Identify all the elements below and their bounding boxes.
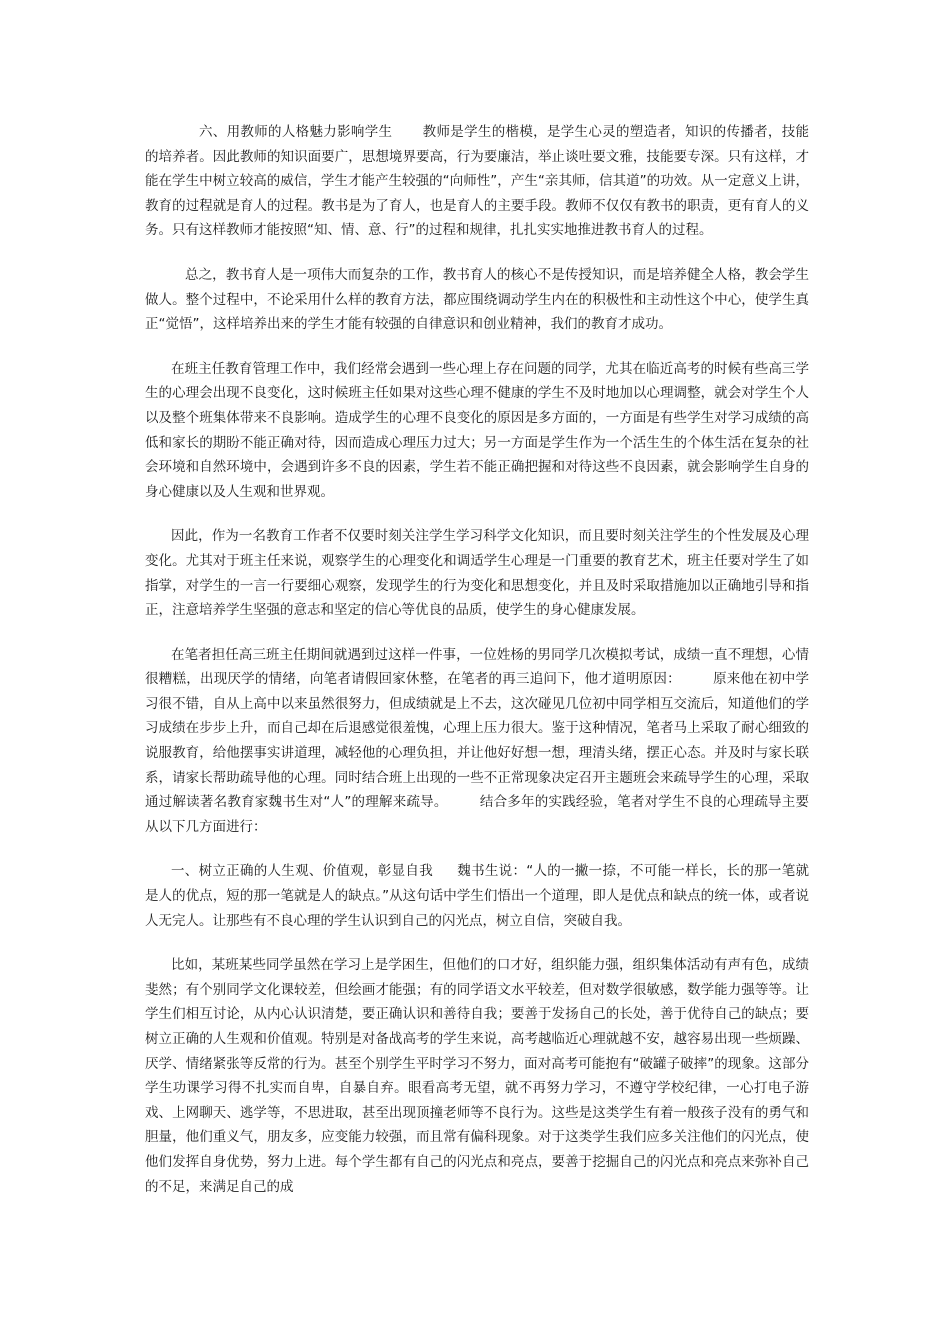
paragraph-text: 在班主任教育管理工作中，我们经常会遇到一些心理上存在问题的同学，尤其在临近高考的时候有些高三学生的心理会出现不良变化，这时候班主任如果对这些心理不健康的学生不及时地加以心理调整，就会对学生个人以及整个班集体带来不良影响。造成学生的心理不良变化的原因是多方面的，一方面是有些学生对学习成绩的高低和家长的期盼不能正确对待，因而造成心理压力过大；另一方面是学生作为一个活生生的个体生活在复杂的社会环境和自然环境中，会遇到许多不良的因素，学生若不能正确把握和对待这些不良因素，就会影响学生自身的身心健康以及人生观和世界观。 <box>145 360 809 500</box>
paragraph-example <box>145 953 809 1199</box>
paragraph-case-study <box>145 643 809 840</box>
paragraph-text: 原来他在初中学习很不错，自从上高中以来虽然很努力，但成绩就是上不去，这次碰见几位初中同学相互交流后，知道他们的学习成绩在步步上升，而自己却在后退感觉很羞愧，心理上压力很大。鉴于这种情况，笔者马上采取了耐心细致的说服教育，给他摆事实讲道理，减轻他的心理负担，并让他好好想一想，理清头绪，摆正心态。并及时与家长联系，请家长帮助疏导他的心理。同时结合班上出现的一些不正常现象决定召开主题班会来疏导学生的心理，采取通过解读著名教育家魏书生对“人”的理解来疏导。 <box>145 671 810 811</box>
paragraph-text: 教师是学生的楷模，是学生心灵的塑造者，知识的传播者，技能的培养者。因此教师的知识面要广，思想境界要高，行为要廉洁，举止谈吐要文雅，技能要专深。只有这样，才能在学生中树立较高的威信，学生才能产生较强的“向师性”，产生“亲其师，信其道”的功效。从一定意义上讲，教育的过程就是育人的过程。教书是为了育人，也是育人的主要手段。教师不仅仅有教书的职责，更有育人的义务。只有这样教师才能按照“知、情、意、行”的过程和规律，扎扎实实地推进教书育人的过程。 <box>145 124 810 239</box>
paragraph-text: 总之，教书育人是一项伟大而复杂的工作，教书育人的核心不是传授知识，而是培养健全人格，教会学生做人。整个过程中，不论采用什么样的教育方法，都应围绕调动学生内在的积极性和主动性这个中心，使学生真正“觉悟”，这样培养出来的学生才能有较强的自律意识和创业精神，我们的教育才成功。 <box>145 266 809 333</box>
paragraph-text: 在笔者担任高三班主任期间就遇到过这样一件事，一位姓杨的男同学几次模拟考试，成绩一直不理想，心情很糟糕，出现厌学的情绪，向笔者请假回家休整，在笔者的再三追问下，他才道明原因： <box>145 646 809 688</box>
section-heading-one: 一、树立正确的人生观、价值观，彰显自我 <box>171 863 433 880</box>
paragraph-values <box>145 859 809 933</box>
section-heading-six: 六、用教师的人格魅力影响学生 <box>199 124 393 140</box>
paragraph-psychology-issues <box>145 357 809 505</box>
document-body <box>145 120 809 1219</box>
paragraph-text: 魏书生说：“人的一撇一捺，不可能一样长，长的那一笔就是人的优点，短的那一笔就是人的缺点。”从这句话中学生们悟出一个道理，即人是优点和缺点的统一体，或者说人无完人。让那些有不良心理的学生认识到自己的闪光点，树立自信，突破自我。 <box>145 863 810 929</box>
paragraph-text: 因此，作为一名教育工作者不仅要时刻关注学生学习科学文化知识，而且要时刻关注学生的个性发展及心理变化。尤其对于班主任来说，观察学生的心理变化和调适学生心理是一门重要的教育艺术，班主任要对学生了如指掌，对学生的一言一行要细心观察，发现学生的行为变化和思想变化，并且及时采取措施加以正确地引导和指正，注意培养学生坚强的意志和坚定的信心等优良的品质，使学生的身心健康发展。 <box>145 528 809 619</box>
paragraph-text: 结合多年的实践经验，笔者对学生不良的心理疏导主要从以下几方面进行： <box>145 794 810 835</box>
paragraph-focus-on-students <box>145 524 809 622</box>
paragraph-summary <box>145 263 809 337</box>
paragraph-text: 比如，某班某些同学虽然在学习上是学困生，但他们的口才好，组织能力强，组织集体活动有声有色，成绩斐然；有个别同学文化课较差，但绘画才能强；有的同学语文水平较差，但对数学很敏感，数学能力强等等。让学生们相互讨论，从内心认识清楚，要正确认识和善待自我；要善于发扬自己的长处，善于优待自己的缺点；要树立正确的人生观和价值观。特别是对备战高考的学生来说，高考越临近心理就越不安，越容易出现一些烦躁、厌学、情绪紧张等反常的行为。甚至个别学生平时学习不努力，面对高考可能抱有“破罐子破摔”的现象。这部分学生功课学习得不扎实而自卑，自暴自弃。眼看高考无望，就不再努力学习，不遵守学校纪律，一心打电子游戏、上网聊天、逃学等，不思进取，甚至出现顶撞老师等不良行为。这些是这类学生有着一般孩子没有的勇气和胆量，他们重义气，朋友多，应变能力较强，而且常有偏科现象。对于这类学生我们应多关注他们的闪光点，使他们发挥自身优势，努力上进。每个学生都有自己的闪光点和亮点，要善于挖掘自己的闪光点和亮点来弥补自己的不足，来满足自己的成 <box>145 957 809 1195</box>
paragraph-teacher-charisma <box>145 120 809 243</box>
